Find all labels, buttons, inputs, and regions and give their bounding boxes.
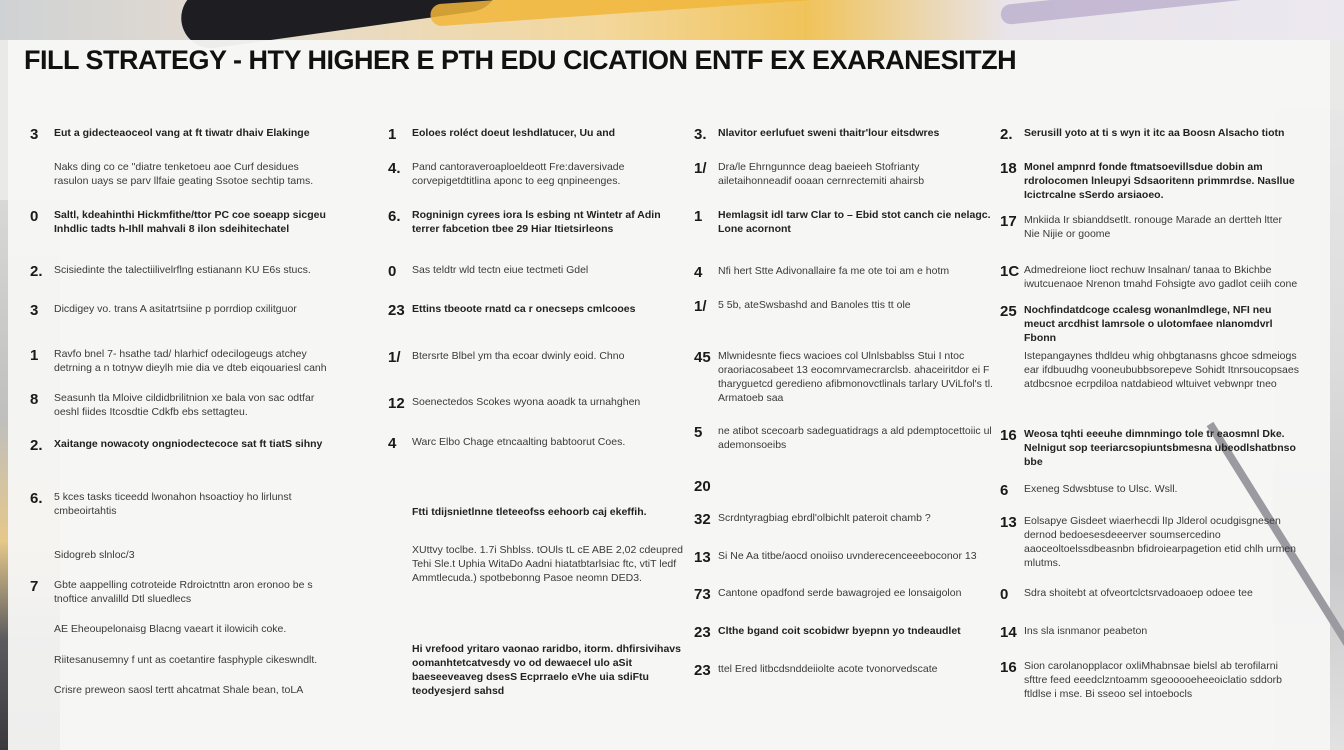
item-text: Eolsapye Gisdeet wiaerhecdi lIp Jlderol ocudgisgnesen dernod bedoesesdeeerver soumsercedino aaoceoltoelssdbeasnbn bfidroiearpagetion etid chlh urmen mlutms. — [1024, 515, 1297, 569]
item-number: 12 — [388, 395, 405, 412]
item-number: 2. — [30, 437, 43, 454]
item-number: 3. — [694, 126, 707, 143]
item-number: 16 — [1000, 659, 1017, 676]
item-text: Ftti tdijsnietlnne tleteeofss eehoorb caj ekeffih. — [412, 506, 647, 518]
item-number: 1/ — [694, 298, 707, 315]
item-text: Weosa tqhti eeeuhe dimnmingo tole tr eaosmnl Dke. Nelnigut sop teeriarcsopiuntsbmesna ubeodlshatbnso bbe — [1024, 428, 1296, 468]
item-text: ne atibot scecoarb sadeguatidrags a ald pdemptocettoiic ul ademonsoeibs — [718, 425, 992, 451]
item-number: 6 — [1000, 482, 1009, 499]
item-number: 32 — [694, 511, 711, 528]
item-number: 0 — [388, 263, 397, 280]
item-number: 1/ — [694, 160, 707, 177]
item-number: 3 — [30, 126, 39, 143]
item-text: AE Eheoupelonaisg Blacng vaeart it ilowicih coke. — [54, 623, 287, 635]
item-text: Sidogreb slnloc/3 — [54, 549, 135, 561]
item-number: 4 — [694, 264, 703, 281]
item-number: 2. — [30, 263, 43, 280]
item-number: 5 — [694, 424, 703, 441]
item-number: 23 — [694, 624, 711, 641]
item-text: Ettins tbeoote rnatd ca r onecseps cmlcooes — [412, 303, 636, 315]
item-number: 13 — [1000, 514, 1017, 531]
item-text: Serusill yoto at ti s wyn it itc aa Boosn Alsacho tiotn — [1024, 127, 1285, 139]
item-text: Clthe bgand coit scobidwr byepnn yo tndeaudlet — [718, 625, 961, 637]
item-text: Rogninign cyrees iora ls esbing nt Wintetr af Adin terrer fabcetion tbee 29 Hiar Itietsirleons — [412, 209, 661, 235]
item-text: Ins sla isnmanor peabeton — [1024, 625, 1148, 637]
item-text: Exeneg Sdwsbtuse to Ulsc. Wsll. — [1024, 483, 1178, 495]
item-text: Cantone opadfond serde bawagrojed ee lonsaigolon — [718, 587, 962, 599]
item-text: Mnkiida Ir sbianddsetlt. ronouge Marade an dertteh ltter Nie Nijie or goome — [1024, 214, 1282, 240]
item-text: Naks ding co ce "diatre tenketoeu aoe Curf desidues rasulon uays se parv llfaie geating Ssotoe sechtip tams. — [54, 161, 314, 187]
item-text: Xaitange nowacoty ongniodectecoce sat ft tiatS sihny — [54, 438, 323, 450]
item-number: 1C — [1000, 263, 1020, 280]
item-number: 16 — [1000, 427, 1017, 444]
item-number: 4. — [388, 160, 401, 177]
item-text: Mlwnidesnte fiecs wacioes col Ulnlsbablss Stui I ntoc oraoriacosabeet 13 eocomrvamecrarclsb. ahaceiritdor ei F tharyguetcd geredieno afibmonovctlinals tarlary UViLfol's tl. Armatoeb saa — [718, 350, 993, 404]
item-number: 18 — [1000, 160, 1017, 177]
item-number: 20 — [694, 478, 711, 495]
item-number: 45 — [694, 349, 711, 366]
item-text: Admedreione lioct rechuw Insalnan/ tanaa to Bkichbe iwutcuenaoe Nrenon tmahd Fohsigte avo gadlot ceiih cone — [1024, 264, 1298, 290]
item-text: Nfi hert Stte Adivonallaire fa me ote toi am e hotm — [718, 265, 950, 277]
item-text: Seasunh tla Mloive cildidbrilitnion xe bala von sac odtfar oeshl fiides Itcosdtie Cdkfb ebs settagteu. — [54, 392, 315, 418]
item-text: Crisre preweon saosl tertt ahcatmat Shale bean, toLA — [54, 684, 304, 696]
item-text: ttel Ered litbcdsnddeiiolte acote tvonorvedscate — [718, 663, 938, 675]
item-text: Monel ampnrd fonde ftmatsoevillsdue dobin am rdrolocomen lnleupyi Sdsaoritenn primmrdse. Nasllue Icictrcalne sSerdo arsiaoeo. — [1024, 161, 1295, 201]
item-number: 4 — [388, 435, 397, 452]
item-number: 17 — [1000, 213, 1017, 230]
item-number: 13 — [694, 549, 711, 566]
item-text: Scisiedinte the talectiilivelrflng estianann KU E6s stucs. — [54, 264, 311, 276]
item-text: Hi vrefood yritaro vaonao raridbo, itorm. dhfirsivihavs oomanhtetcatvesdy vo od dewaecel ulo aSit baeseeveaveg dsesS Ecprraelo eVhe uia sdiFtu teodyesjerd sahsd — [412, 643, 681, 697]
item-number: 1 — [30, 347, 39, 364]
item-text: Sdra shoitebt at ofveortclctsrvadoaoep odoee tee — [1024, 587, 1253, 599]
item-number: 25 — [1000, 303, 1017, 320]
item-text: 5 kces tasks ticeedd lwonahon hsoactioy ho lirlunst cmbeoirtahtis — [54, 491, 292, 517]
item-number: 6. — [30, 490, 43, 507]
item-text: Warc Elbo Chage etncaalting babtoorut Coes. — [412, 436, 626, 448]
item-number: 23 — [388, 302, 405, 319]
item-number: 0 — [30, 208, 39, 225]
item-text: Soenectedos Scokes wyona aoadk ta urnahghen — [412, 396, 641, 408]
item-number: 3 — [30, 302, 39, 319]
page-title: FILL STRATEGY - HTY HIGHER E PTH EDU CICATION ENTF EX EXARANESITZH — [24, 45, 1017, 75]
item-text: Ravfo bnel 7- hsathe tad/ hlarhicf odecilogeugs atchey detrning a n totnyw dieylh mie dia ve dteb eiqouariesl canh — [54, 348, 327, 374]
item-text: Btersrte Blbel ym tha ecoar dwinly eoid. Chno — [412, 350, 625, 362]
item-number: 1 — [388, 126, 397, 143]
item-text: Scrdntyragbiag ebrdl'olbichlt pateroit chamb ? — [718, 512, 931, 524]
item-text: Riitesanusemny f unt as coetantire fasphyple cikeswndlt. — [54, 654, 318, 666]
item-text: Sion carolanopplacor oxliMhabnsae bielsl ab terofilarni sfttre feed eeedclzntoamm sgeooooeheeoiclatio sddorb ftldlse i mse. Bi sseoo sel intoebocls — [1024, 660, 1282, 700]
item-text: Pand cantoraveroaploeldeott Fre:daversivade corvepigetdtitlina aponc to eeg qnpineenges. — [412, 161, 625, 187]
item-text: 5 5b, ateSwsbashd and Banoles ttis tt ole — [718, 299, 911, 311]
item-text: XUttvy toclbe. 1.7i Shblss. tOUls tL cE ABE 2,02 cdeupred Tehi Sle.t Uphia WitaDo Aadni hiatatbtarlsiac ftc, vtiT ledf Ammtlecuda.) spotbebonng Pasoe neomn DED3. — [412, 544, 683, 584]
item-text: Si Ne Aa titbe/aocd onoiiso uvnderecenceeeboconor 13 — [718, 550, 977, 562]
item-text: Eut a gidecteaoceol vang at ft tiwatr dhaiv Elakinge — [54, 127, 310, 139]
item-number: 1 — [694, 208, 703, 225]
item-text: Nochfindatdcoge ccalesg wonanlmdlege, NFI neu meuct arcdhist lamrsole o ulotomfaee nlanomdvrl Fbonn — [1024, 304, 1273, 344]
item-text: Dra/le Ehrngunnce deag baeieeh Stofrianty ailetaihonneadif ooaan cernrectemiti ahairsb — [718, 161, 925, 187]
item-text: Sas teldtr wld tectn eiue tectmeti Gdel — [412, 264, 589, 276]
item-number: 6. — [388, 208, 401, 225]
item-number: 23 — [694, 662, 711, 679]
item-text: Nlavitor eerlufuet sweni thaitr'lour eitsdwres — [718, 127, 940, 139]
item-number: 1/ — [388, 349, 401, 366]
item-text: Eoloes roléct doeut leshdlatucer, Uu and — [412, 127, 616, 139]
item-number: 73 — [694, 586, 711, 603]
item-text: Saltl, kdeahinthi Hickmfithe/ttor PC coe soeapp sicgeu Inhdlic tadts h-Ihll mahvali 8 ilon sdeihitechatel — [54, 209, 326, 235]
item-text: Hemlagsit idl tarw Clar to – Ebid stot canch cie nelagc. Lone acornont — [718, 209, 991, 235]
item-text: Gbte aappelling cotroteide Rdroictnttn aron eronoo be s tnoftice anvalilld Dtl sluedlecs — [54, 579, 313, 605]
item-number: 2. — [1000, 126, 1013, 143]
item-number: 0 — [1000, 586, 1009, 603]
item-text: Istepangaynes thdldeu whig ohbgtanasns ghcoe sdmeiogs ear ifdbuudhg vooneububbsorepeve Sohidt Itnrsoucopsaes atdbcsnoe ecrpdiloa natdabieod wltuivet vebwnpr tneo — [1024, 350, 1299, 390]
item-number: 7 — [30, 578, 39, 595]
item-text: Dicdigey vo. trans A asitatrtsiine p porrdiop cxilitguor — [54, 303, 297, 315]
item-number: 8 — [30, 391, 39, 408]
item-number: 14 — [1000, 624, 1017, 641]
